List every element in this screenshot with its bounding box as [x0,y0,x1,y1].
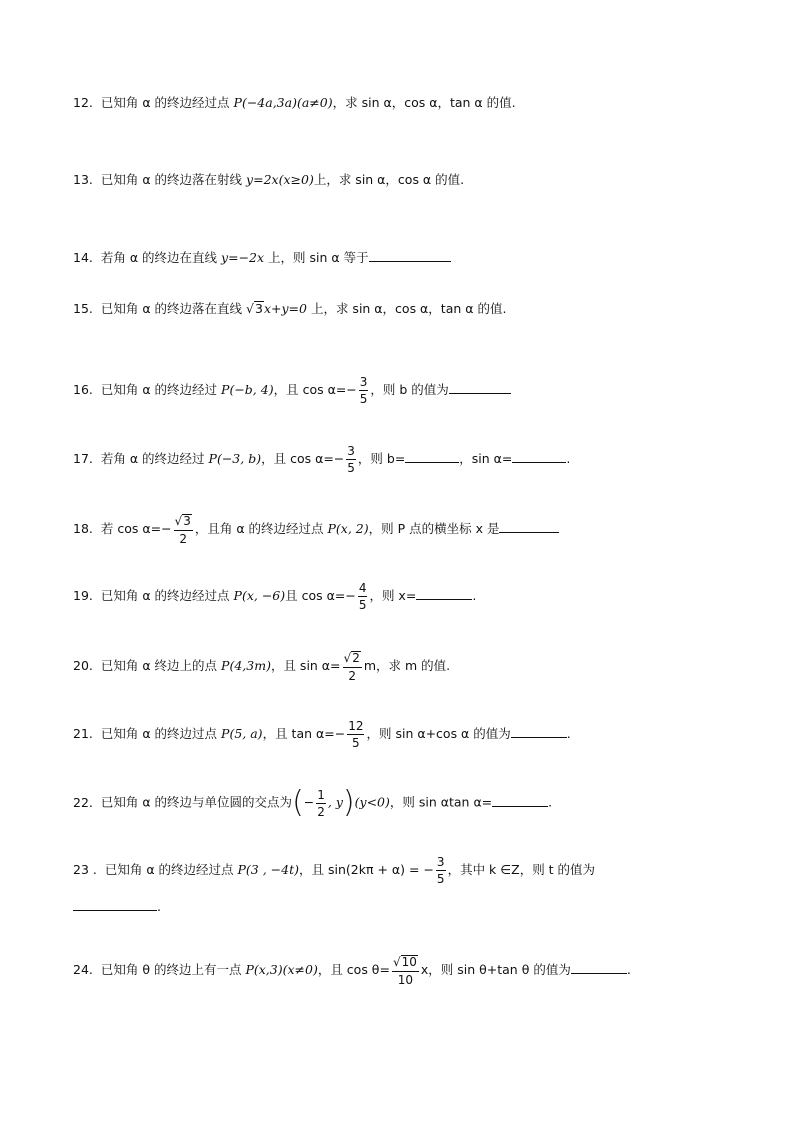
point-label: P(−4a,3a) [233,95,297,110]
equation: y=2x(x≥0) [246,172,314,187]
point-label: P(−3, b) [208,451,262,466]
question-text: ，则 sin α+cos α 的值为 [366,726,511,741]
fraction: $\frac{3}{5}$ [359,375,368,406]
question-text: 已知角 θ 的终边上有一点 [100,962,246,978]
point-label: P(x, 2) [327,521,369,537]
question-number: 23 . [73,862,97,877]
question-text: 已知角 α 的终边与单位圆的交点为 [100,794,293,810]
question-text: 若 cos α=− [100,521,172,537]
answer-blank[interactable] [369,249,451,262]
fraction: $\frac{3}{5}$ [347,444,355,475]
question-number: 19. [73,588,93,603]
question-text: 已知角 α 的终边过点 [100,726,222,741]
question-text: ，且 cos α=− [273,382,357,397]
question-text: ，sin α= [459,451,513,466]
question-number: 24. [73,962,93,978]
question-number: 22. [73,794,93,810]
question-text: ，则 x= [369,588,417,603]
question-text: ，且 tan α=− [262,726,346,741]
condition: (x≠0) [282,962,318,978]
answer-blank-sin[interactable] [512,450,566,463]
question-text: 已知角 α 的终边经过点 [100,588,234,603]
question-15 [73,300,734,318]
left-paren: ( [292,785,304,820]
question-text: ，且角 α 的终边经过点 [194,521,328,537]
question-23-continuation: . [73,898,161,914]
question-text: ，其中 k ∈Z，则 t 的值为 [447,862,596,877]
question-13 [73,171,734,189]
question-text: 已知角 α 的终边经过 [100,382,222,397]
fraction: $\frac{√10}{10}$ [392,955,417,988]
fraction: $\frac{√2}{2}$ [343,651,360,684]
question-number: 21. [73,726,93,741]
sqrt-expression: √3 [246,301,263,316]
right-paren: ) [342,785,355,820]
question-text: ，则 b= [357,451,406,466]
question-text: 上，求 sin α，cos α，tan α 的值. [306,301,507,316]
question-16 [73,376,734,405]
question-number: 14. [73,250,93,265]
question-12 [73,94,734,112]
question-20 [73,651,734,682]
condition: (y<0) [354,794,390,810]
question-18 [73,514,734,545]
question-text: m，求 m 的值. [363,658,451,674]
question-24: 24. 已知角 θ 的终边上有一点 P(x,3)(x≠0)，且 cos θ= $\frac{√10}{10}$ x，则 sin θ+tan θ 的值为 . [73,955,631,988]
question-text: 已知角 α 终边上的点 [100,658,222,674]
answer-blank[interactable] [499,520,559,533]
equation: y=−2x [221,250,265,265]
question-text: x，则 sin θ+tan θ 的值为 [420,962,571,978]
point-label: P(x, −6) [233,588,286,603]
fraction: $\frac{12}{5}$ [348,719,364,750]
question-text: ，则 b 的值为 [370,382,449,397]
fraction: $\frac{√3}{2}$ [174,514,191,547]
question-text: ，且 cos θ= [317,962,390,978]
question-21: 21. 已知角 α 的终边过点 P(5, a)，且 tan α=− $\frac{12}{5}$ ，则 sin α+cos α 的值为 . [73,719,571,750]
answer-blank[interactable] [511,725,567,738]
point-label: P(5, a) [221,726,263,741]
question-number: 12. [73,95,93,110]
question-text: 已知角 α 的终边落在射线 [100,172,247,187]
question-text: 已知角 α 的终边经过点 [104,862,238,877]
question-22: 22. 已知角 α 的终边与单位圆的交点为(− $\frac{1}{2}$ , y)(y<0)，则 sin αtan α= . [73,785,553,820]
answer-blank[interactable] [416,587,472,600]
question-text: 若角 α 的终边经过 [100,451,209,466]
equation: x+y=0 [263,301,307,316]
question-23 [73,856,734,885]
question-17: 17. 若角 α 的终边经过 P(−3, b)，且 cos α=− $\frac{3}{5}$ ，则 b= ，sin α= . [73,444,571,475]
question-number: 13. [73,172,93,187]
question-number: 16. [73,382,93,397]
question-number: 18. [73,521,93,537]
fraction: $\frac{1}{2}$ [317,787,325,819]
question-text: 上，则 sin α 等于 [264,250,369,265]
answer-blank[interactable] [492,794,548,807]
condition: (a≠0) [296,95,333,110]
question-text: 已知角 α 的终边经过点 [100,95,234,110]
question-text: 已知角 α 的终边落在直线 [100,301,247,316]
question-14 [73,249,734,267]
answer-blank-b[interactable] [405,450,459,463]
question-text: 且 cos α=− [285,588,356,603]
question-number: 17. [73,451,93,466]
fraction: $\frac{3}{5}$ [436,855,445,886]
question-text: ，则 P 点的横坐标 x 是 [368,521,500,537]
question-text: 上，求 sin α，cos α 的值. [313,172,465,187]
question-number: 20. [73,658,93,674]
answer-blank[interactable] [571,961,627,974]
answer-blank[interactable] [73,898,157,911]
fraction: $\frac{4}{5}$ [358,581,367,612]
question-number: 15. [73,301,93,316]
question-text: ，且 sin α= [270,658,341,674]
question-text: ，且 cos α=− [261,451,345,466]
point-label: P(x,3) [245,962,283,978]
question-text: 若角 α 的终边在直线 [100,250,222,265]
point-label: P(4,3m) [221,658,271,674]
question-text: ，则 sin αtan α= [389,794,493,810]
point-label: P(3 , −4t) [237,862,300,877]
question-text: ，求 sin α，cos α，tan α 的值. [332,95,516,110]
point-label: P(−b, 4) [221,382,274,397]
answer-blank[interactable] [449,381,511,394]
question-19: 19. 已知角 α 的终边经过点 P(x, −6)且 cos α=− $\frac{4}{5}$ ，则 x= . [73,581,477,612]
question-text: ，且 sin(2kπ + α) = − [299,862,434,877]
